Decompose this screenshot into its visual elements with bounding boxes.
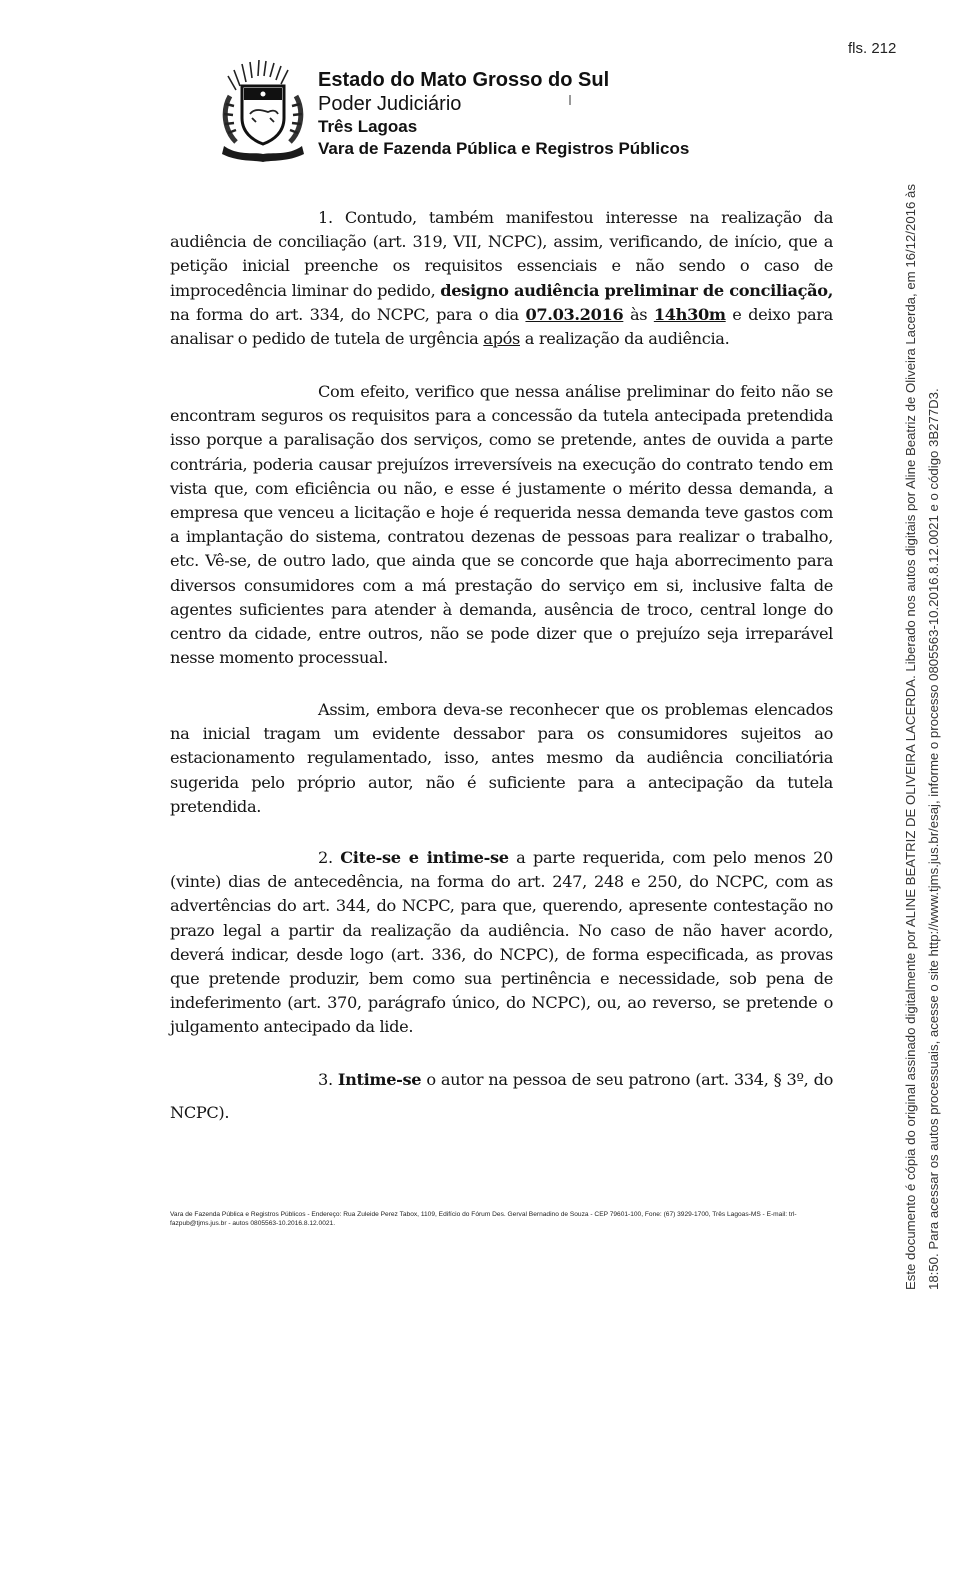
paragraph-1 — [170, 206, 833, 351]
p5-text: o autor na pessoa de seu patrono (art. 334, § 3º, do NCPC). — [170, 1070, 833, 1122]
p4-bold-order: Cite-se e intime-se — [340, 848, 509, 867]
paragraph-2 — [170, 380, 833, 670]
p2-text: Com efeito, verifico que nessa análise preliminar do feito não se encontram seguros os requisitos para a concessão da tutela antecipada pretendida isso porque a paralisação dos serviços, como se pretende, antes de ouvida a parte contrária, poderia causar prejuízos irreversíveis na execução do contrato tendo em vista que, com eficiência ou não, e esse é justamente o mérito dessa demanda, a empresa que venceu a licitação e hoje é requerida nessa demanda teve gastos com a implantação do sistema, contratou dezenas de pessoas para realizar o trabalho, etc. Vê-se, de outro lado, que ainda que se concorde que haja aborrecimento para diversos consumidores com a má prestação do serviço em si, inclusive falta de agentes suficientes para atender à demanda, ausência de troco, central longe do centro da cidade, entre outros, não se pode dizer que o prejuízo seja irreparável nesse momento processual. — [170, 382, 833, 668]
paragraph-3 — [170, 698, 833, 819]
p1-text: na forma do art. 334, do NCPC, para o dia — [170, 304, 526, 324]
court-header — [318, 68, 689, 160]
court-address-footer: Vara de Fazenda Pública e Registros Públicos - Endereço: Rua Zuleide Perez Tabox, 1109, Edifício do Fórum Des. Gerval Bernadino de Souza - CEP 79601-100, Fone: (67) 3929-1700, Três Lagoas-MS - E-mail: trl-fazpub@tjms.jus.br - autos 0805563-10.2016.8.12.0021. — [170, 1211, 797, 1227]
p1-text: 1. Contudo, também manifestou interesse na realização da audiência de conciliação (art. 319, VII, NCPC), assim, verificando, de início, que a petição inicial preenche os requisitos essenciais e não sendo o caso de improcedência liminar do pedido, — [170, 208, 833, 300]
item-number: 3. — [318, 1070, 338, 1089]
p3-text: Assim, embora deva-se reconhecer que os problemas elencados na inicial tragam um evidente dessabor para os consumidores sujeitos ao estacionamento regulamentado, isso, antes mesmo da audiência conciliatória sugerida pelo próprio autor, não é suficiente para a antecipação da tutela pretendida. — [170, 700, 833, 816]
digital-signature-stamp-line-1: Este documento é cópia do original assinado digitalmente por ALINE BEATRIZ DE OLIVEIRA LACERDA. Liberado nos autos digitais por Aline Beatriz de Oliveira Lacerda, em 16/12/2016 às — [903, 184, 918, 1290]
scan-artifact — [569, 95, 571, 105]
p5-bold-order: Intime-se — [337, 1070, 422, 1089]
p1-text: e deixo para analisar o pedido de tutela de urgência — [170, 304, 833, 349]
p1-underlined-word: após — [483, 329, 520, 349]
p1-text: a realização da audiência. — [519, 329, 730, 349]
paragraph-4 — [170, 846, 833, 1040]
page-number-label: fls. 212 — [848, 40, 897, 57]
item-number: 2. — [318, 848, 341, 867]
branch-name: Poder Judiciário — [318, 93, 462, 115]
state-name: Estado do Mato Grosso do Sul — [318, 69, 610, 91]
hearing-time: 14h30m — [653, 304, 726, 324]
p1-bold-decision: designo audiência preliminar de conciliação, — [440, 280, 833, 300]
court-name: Vara de Fazenda Pública e Registros Públicos — [318, 139, 690, 158]
state-coat-of-arms-icon — [218, 60, 308, 164]
digital-signature-stamp-line-2: 18:50. Para acessar os autos processuais, acesse o site http://www.tjms.jus.br/esaj, informe o processo 0805563-10.2016.8.12.0021 e o código 3B277D3. — [926, 388, 941, 1290]
paragraph-5 — [170, 1063, 833, 1129]
p1-text: às — [623, 304, 654, 324]
hearing-date: 07.03.2016 — [525, 304, 624, 324]
city-name: Três Lagoas — [318, 117, 418, 136]
p4-text: a parte requerida, com pelo menos 20 (vinte) dias de antecedência, na forma do art. 247, 248 e 250, do NCPC, com as advertências do art. 344, do NCPC, para que, querendo, apresente contestação no prazo legal a partir da realização da audiência. No caso de não haver acordo, deverá indicar, desde logo (art. 336, do NCPC), de forma especificada, as provas que pretende produzir, bem como sua pertinência e necessidade, sob pena de indeferimento (art. 370, parágrafo único, do NCPC), ou, ao reverso, se pretende o julgamento antecipado da lide. — [170, 848, 833, 1037]
